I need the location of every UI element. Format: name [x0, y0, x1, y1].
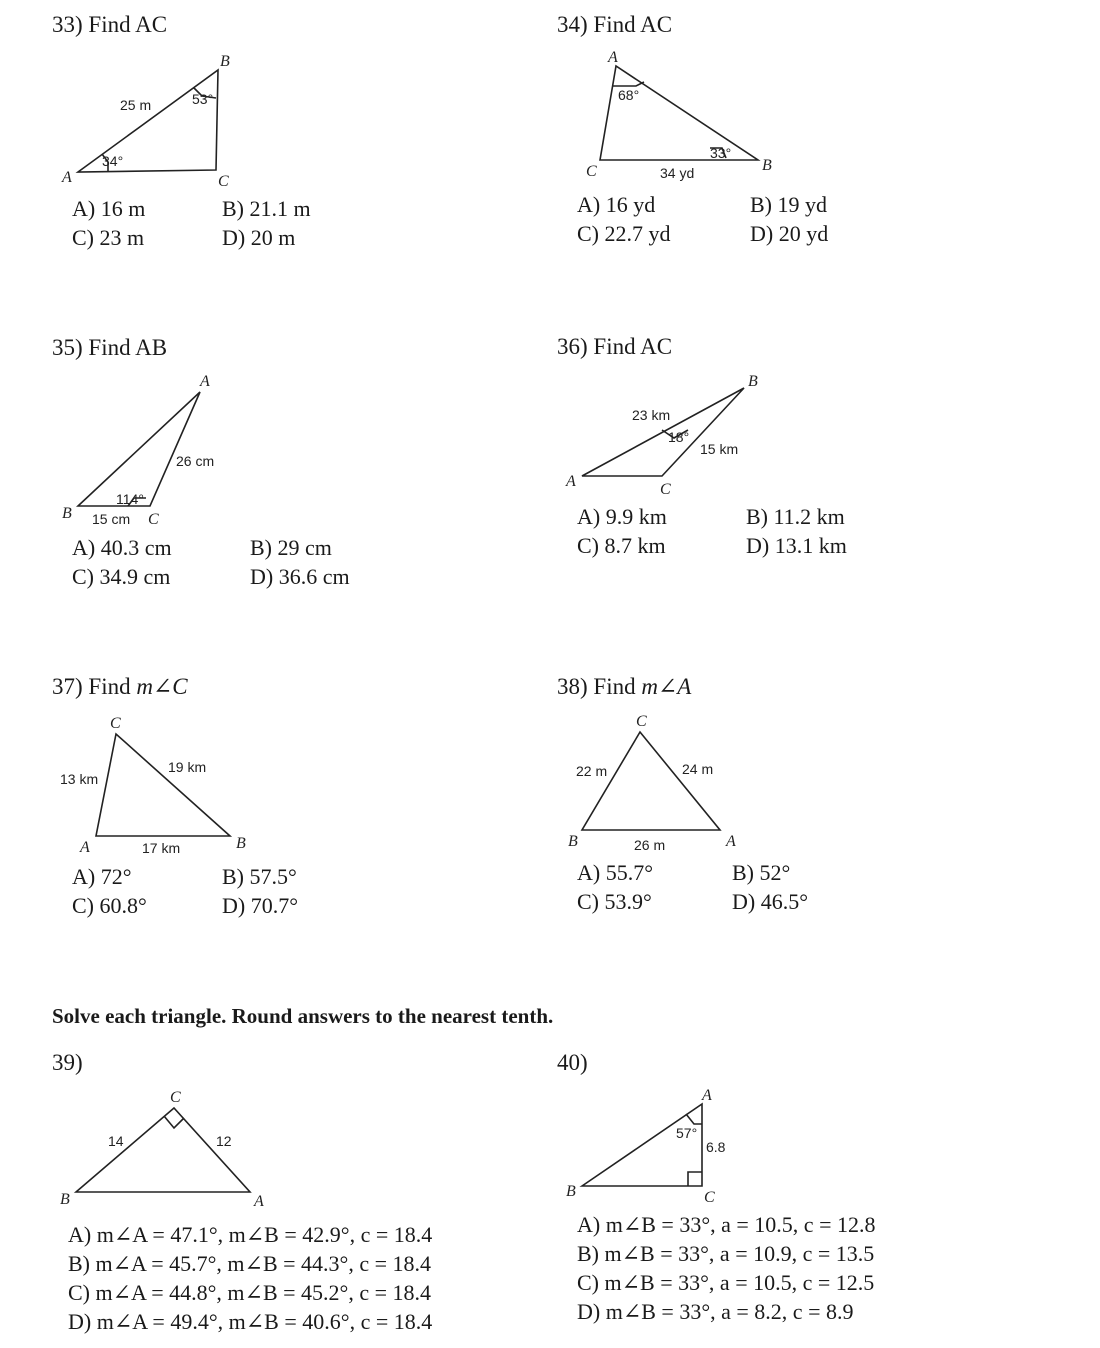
choice-40-d[interactable]: D) m∠B = 33°, a = 8.2, c = 8.9 [577, 1299, 854, 1324]
side-label-40-ac: 6.8 [706, 1139, 726, 1155]
choice-40-a[interactable]: A) m∠B = 33°, a = 10.5, c = 12.8 [577, 1212, 876, 1237]
problem-36-figure [560, 368, 790, 503]
vertex-b-39: B [60, 1191, 70, 1208]
vertex-c-34: C [586, 163, 597, 180]
vertex-c-36: C [660, 481, 671, 498]
vertex-b-33: B [220, 53, 230, 70]
choice-38-b[interactable]: B) 52° [732, 860, 791, 885]
choice-37-b[interactable]: B) 57.5° [222, 864, 297, 889]
side-label-36-bc: 15 km [700, 441, 739, 457]
problem-40-title: 40) [557, 1050, 588, 1075]
triangle-39 [76, 1108, 250, 1192]
vertex-c-39: C [170, 1089, 181, 1106]
triangle-40 [582, 1104, 702, 1186]
triangle-34 [600, 66, 758, 160]
choice-39-a[interactable]: A) m∠A = 47.1°, m∠B = 42.9°, c = 18.4 [68, 1222, 433, 1247]
problem-36-title: 36) Find AC [557, 334, 673, 359]
choice-36-c[interactable]: C) 8.7 km [577, 533, 666, 558]
vertex-c-35: C [148, 511, 159, 528]
choice-40-c[interactable]: C) m∠B = 33°, a = 10.5, c = 12.5 [577, 1270, 875, 1295]
vertex-b-35: B [62, 505, 72, 522]
side-label-35-bc: 15 cm [92, 511, 131, 527]
choice-35-d[interactable]: D) 36.6 cm [250, 564, 350, 589]
vertex-b-40: B [566, 1183, 576, 1200]
angle-label-36-b: 18° [668, 429, 690, 445]
choice-34-b[interactable]: B) 19 yd [750, 192, 827, 217]
choice-39-b[interactable]: B) m∠A = 45.7°, m∠B = 44.3°, c = 18.4 [68, 1251, 432, 1276]
vertex-a-38: A [726, 833, 736, 850]
angle-label-33-b: 53° [192, 91, 214, 107]
choice-33-d[interactable]: D) 20 m [222, 225, 296, 250]
problem-40-figure [560, 1084, 760, 1209]
side-label-38-bc: 22 m [576, 763, 608, 779]
vertex-b-37: B [236, 835, 246, 852]
side-label-37-bc: 19 km [168, 759, 207, 775]
side-label-38-ab: 26 m [634, 837, 666, 853]
choice-33-a[interactable]: A) 16 m [72, 196, 146, 221]
side-label-33: 25 m [120, 97, 152, 113]
choice-40-b[interactable]: B) m∠B = 33°, a = 10.9, c = 13.5 [577, 1241, 875, 1266]
choice-36-b[interactable]: B) 11.2 km [746, 504, 845, 529]
problem-38-title: 38) Find m∠A [557, 674, 692, 699]
choice-39-d[interactable]: D) m∠A = 49.4°, m∠B = 40.6°, c = 18.4 [68, 1309, 433, 1334]
choice-33-c[interactable]: C) 23 m [72, 225, 145, 250]
vertex-b-34: B [762, 157, 772, 174]
angle-label-35-c: 114° [116, 491, 144, 507]
side-label-36-ab: 23 km [632, 407, 671, 423]
triangle-36 [582, 388, 744, 476]
side-label-35-ac: 26 cm [176, 453, 215, 469]
problem-37-title: 37) Find m∠C [52, 674, 188, 699]
problem-34-title: 34) Find AC [557, 12, 673, 37]
right-angle-mark-39 [164, 1116, 184, 1128]
problem-39-figure [50, 1084, 280, 1219]
vertex-c-40: C [704, 1189, 715, 1206]
angle-arc-34-a [613, 82, 644, 86]
angle-label-33-a: 34° [102, 153, 124, 169]
choice-35-b[interactable]: B) 29 cm [250, 535, 332, 560]
vertex-a-34: A [608, 49, 618, 66]
side-label-34: 34 yd [660, 165, 695, 181]
choice-36-a[interactable]: A) 9.9 km [577, 504, 667, 529]
vertex-a-40: A [702, 1087, 712, 1104]
choice-34-d[interactable]: D) 20 yd [750, 221, 829, 246]
problem-33-figure [50, 48, 250, 198]
section-instructions: Solve each triangle. Round answers to the nearest tenth. [52, 1004, 554, 1028]
triangle-33 [78, 70, 218, 172]
problem-35-title: 35) Find AB [52, 335, 168, 360]
choice-38-d[interactable]: D) 46.5° [732, 889, 809, 914]
triangle-38 [582, 732, 720, 830]
vertex-a-36: A [566, 473, 576, 490]
choice-36-d[interactable]: D) 13.1 km [746, 533, 847, 558]
problem-38-figure [560, 708, 770, 858]
vertex-c-37: C [110, 715, 121, 732]
problem-33-title: 33) Find AC [52, 12, 168, 37]
problem-34-figure [570, 48, 790, 188]
choice-33-b[interactable]: B) 21.1 m [222, 196, 311, 221]
vertex-c-38: C [636, 713, 647, 730]
vertex-b-38: B [568, 833, 578, 850]
choice-37-a[interactable]: A) 72° [72, 864, 132, 889]
choice-34-c[interactable]: C) 22.7 yd [577, 221, 671, 246]
choice-38-c[interactable]: C) 53.9° [577, 889, 652, 914]
side-label-38-ac: 24 m [682, 761, 714, 777]
choice-35-c[interactable]: C) 34.9 cm [72, 564, 171, 589]
angle-label-34-a: 68° [618, 87, 640, 103]
vertex-a-39: A [254, 1193, 264, 1210]
vertex-b-36: B [748, 373, 758, 390]
choice-37-d[interactable]: D) 70.7° [222, 893, 299, 918]
choice-39-c[interactable]: C) m∠A = 44.8°, m∠B = 45.2°, c = 18.4 [68, 1280, 432, 1305]
angle-arc-40-a [686, 1114, 702, 1124]
side-label-39-ac: 12 [216, 1133, 232, 1149]
vertex-a-37: A [80, 839, 90, 856]
side-label-37-ac: 13 km [60, 771, 99, 787]
vertex-c-33: C [218, 173, 229, 190]
choice-35-a[interactable]: A) 40.3 cm [72, 535, 172, 560]
side-label-39-bc: 14 [108, 1133, 124, 1149]
vertex-a-33: A [62, 169, 72, 186]
angle-label-40-a: 57° [676, 1125, 698, 1141]
choice-38-a[interactable]: A) 55.7° [577, 860, 654, 885]
problem-35-figure [50, 370, 270, 535]
side-label-37-ab: 17 km [142, 840, 181, 856]
choice-37-c[interactable]: C) 60.8° [72, 893, 147, 918]
problem-37-figure [50, 708, 270, 863]
problem-39-title: 39) [52, 1050, 83, 1075]
triangle-35 [78, 392, 200, 506]
angle-label-34-b: 33° [710, 145, 732, 161]
right-angle-mark-40 [688, 1172, 702, 1186]
triangle-37 [96, 734, 230, 836]
choice-34-a[interactable]: A) 16 yd [577, 192, 656, 217]
vertex-a-35: A [200, 373, 210, 390]
